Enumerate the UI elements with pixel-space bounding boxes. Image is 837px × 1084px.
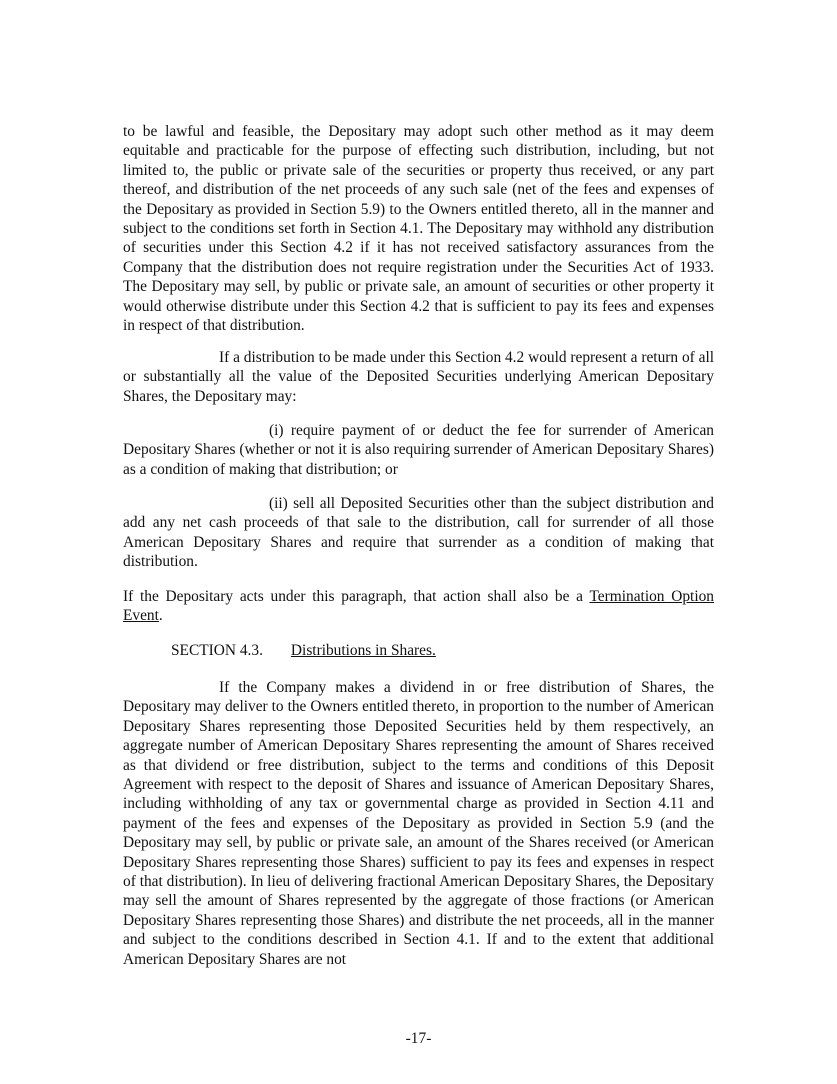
- paragraph-continuation: to be lawful and feasible, the Depositary may adopt such other method as it may deem equitable and practicable for the purpose of effecting such distribution, including, but not limited to, the public or private sale of the securities or property thus received, or any part thereof, and distribution of the net proceeds of any such sale (net of the fees and expenses of the Depositary as provided in Section 5.9) to the Owners entitled thereto, all in the manner and subject to the conditions set forth in Section 4.1. The Depositary may withhold any distribution of securities under this Section 4.2 if it has not received satisfactory assurances from the Company that the distribution does not require registration under the Securities Act of 1933. The Depositary may sell, by public or private sale, an amount of securities or other property it would otherwise distribute under this Section 4.2 that is sufficient to pay its fees and expenses in respect of that distribution.: [123, 123, 714, 335]
- page-number: -17-: [405, 1030, 432, 1047]
- section-title: Distributions in Shares.: [290, 642, 436, 659]
- termination-suffix: .: [158, 607, 163, 625]
- list-item-ii: (ii) sell all Deposited Securities other than the subject distribution and add any net cash proceeds of that sale to the distribution, call for surrender of all those American Depositary Shares and require that surrender as a condition of making that distribution.: [123, 495, 714, 571]
- paragraph-distributions-in-shares: If the Company makes a dividend in or free distribution of Shares, the Depositary may deliver to the Owners entitled thereto, in proportion to the number of American Depositary Shares representing those Deposited Securities held by them respectively, an aggregate number of American Depositary Shares representing the amount of Shares received as that dividend or free distribution, subject to the terms and conditions of this Deposit Agreement with respect to the deposit of Shares and issuance of American Depositary Shares, including withholding of any tax or governmental charge as provided in Section 4.11 and payment of the fees and expenses of the Depositary as provided in Section 5.9 (and the Depositary may sell, by public or private sale, an amount of the Shares received (or American Depositary Shares representing those Shares) sufficient to pay its fees and expenses in respect of that distribution). In lieu of delivering fractional American Depositary Shares, the Depositary may sell the amount of Shares represented by the aggregate of those fractions (or American Depositary Shares representing those Shares) and distribute the net proceeds, all in the manner and subject to the conditions described in Section 4.1. If and to the extent that additional American Depositary Shares are not: [123, 679, 714, 968]
- termination-prefix: If the Depositary acts under this paragraph, that action shall also be a: [123, 588, 590, 605]
- paragraph-termination-option: [123, 587, 714, 626]
- paragraph-return-of-value: If a distribution to be made under this Section 4.2 would represent a return of all or substantially all the value of the Deposited Securities underlying American Depositary Shares, the Depositary may:: [123, 349, 714, 405]
- section-number: SECTION 4.3.: [171, 642, 263, 659]
- section-heading: [171, 641, 436, 660]
- list-item-i: (i) require payment of or deduct the fee for surrender of American Depositary Shares (whether or not it is also requiring surrender of American Depositary Shares) as a condition of making that distribution; or: [123, 422, 714, 478]
- termination-option-event-term: Termination Option Event: [123, 588, 714, 625]
